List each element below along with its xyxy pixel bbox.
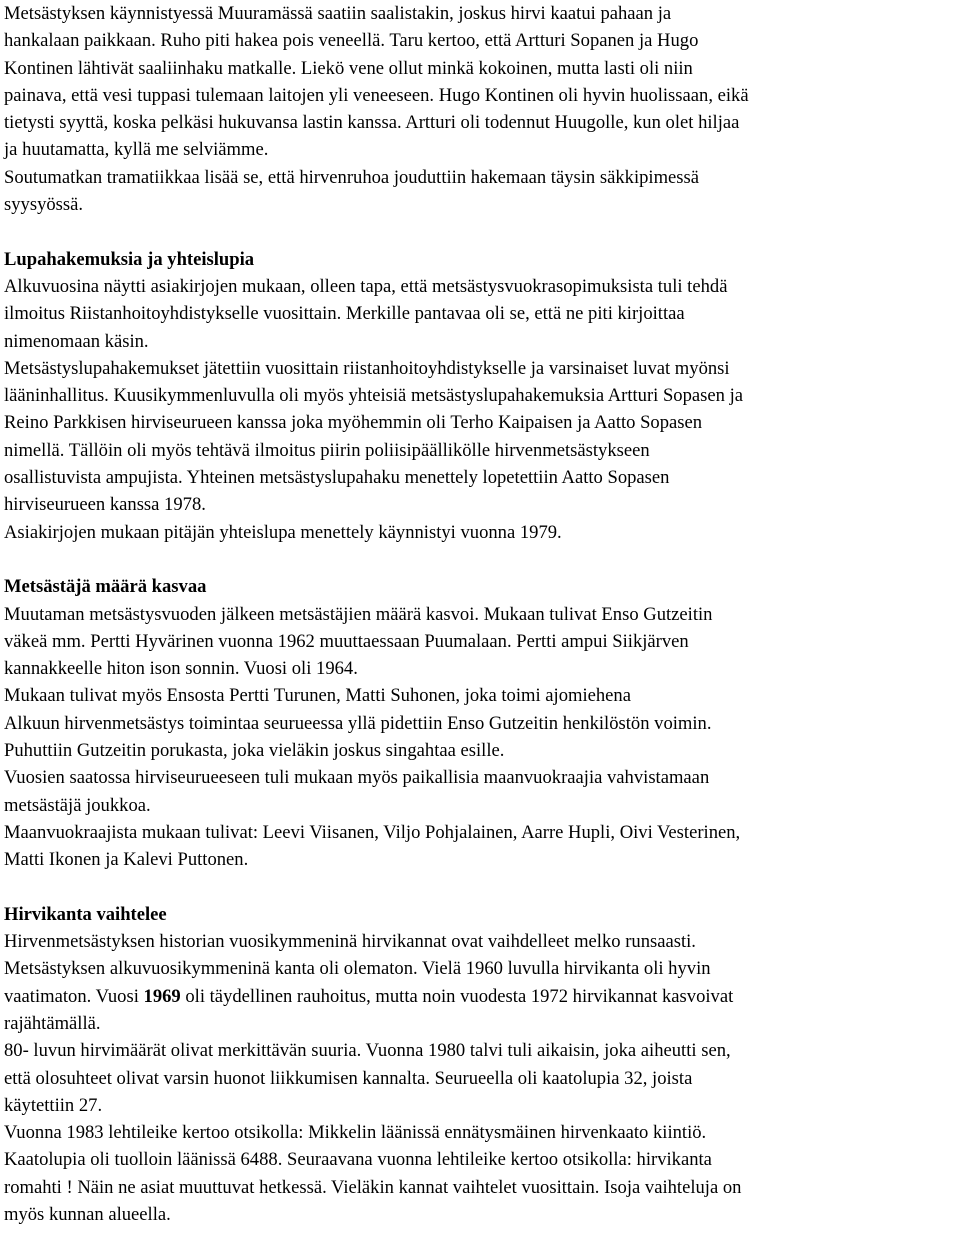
- section-heading: Metsästäjä määrä kasvaa: [4, 576, 207, 598]
- intro-section: [4, 0, 956, 218]
- intro-paragraph: Soutumatkan tramatiikkaa lisää se, että hirvenruhoa jouduttiin hakemaan täysin säkkipimessä syysyössä.: [4, 166, 700, 216]
- section-paragraph: Maanvuokraajista mukaan tulivat: Leevi Viisanen, Viljo Pohjalainen, Aarre Hupli, Oivi Vesterinen, Matti Ikonen ja Kalevi Puttonen.: [4, 821, 741, 871]
- section-paragraph: Puhuttiin Gutzeitin porukasta, joka vieläkin joskus singahtaa esille.: [4, 740, 505, 762]
- section-paragraph: Mukaan tulivat myös Ensosta Pertti Turunen, Matti Suhonen, joka toimi ajomiehena: [4, 685, 631, 707]
- intro-paragraph: Metsästyksen käynnistyessä Muuramässä saatiin saalistakin, joskus hirvi kaatui pahaan ja hankalaan paikkaan. Ruho piti hakea pois veneellä. Taru kertoo, että Artturi Sopanen ja Hugo Kontinen lähtivät saaliinhaku matkalle. Liekö vene ollut minkä kokoinen, mutta lasti oli niin painava, että vesi tuppasi tulemaan laitojen yli veneeseen. Hugo Kontinen oli hyvin huolissaan, eikä tietysti syyttä, koska pelkäsi hukuvansa lastin kanssa. Artturi oli todennut Huugolle, kun olet hiljaa ja huutamatta, kyllä me selviämme.: [4, 3, 749, 161]
- bold-year: 1969: [143, 985, 181, 1007]
- section-paragraph-with-bold-year: [4, 955, 956, 1037]
- document-page: [4, 0, 956, 1228]
- section-metsastaja-maara: [4, 573, 956, 873]
- paragraph-text: Metsästyksen alkuvuosikymmeninä kanta oli olematon. Vielä 1960 luvulla hirvikanta oli hyvin vaatimaton. Vuosi: [4, 958, 711, 1007]
- section-lupahakemuksia: [4, 246, 956, 546]
- section-paragraph: Alkuun hirvenmetsästys toimintaa seurueessa yllä pidettiin Enso Gutzeitin henkilöstön voimin.: [4, 712, 712, 734]
- section-heading: Lupahakemuksia ja yhteislupia: [4, 248, 255, 270]
- section-paragraph: Vuosien saatossa hirviseurueeseen tuli mukaan myös paikallisia maanvuokraajia vahvistamaan metsästäjä joukkoa.: [4, 767, 710, 816]
- section-paragraph: 80- luvun hirvimäärät olivat merkittävän suuria. Vuonna 1980 talvi tuli aikaisin, joka aiheutti sen, että olosuhteet olivat varsin huonot liikkumisen kannalta. Seurueella oli kaatolupia 32, joista käytettiin 27.: [4, 1040, 731, 1116]
- section-paragraph: Hirvenmetsästyksen historian vuosikymmeninä hirvikannat ovat vaihdelleet melko runsaasti.: [4, 931, 696, 953]
- section-paragraph: Alkuvuosina näytti asiakirjojen mukaan, olleen tapa, että metsästysvuokrasopimuksista tuli tehdä ilmoitus Riistanhoitoyhdistykselle vuosittain. Merkille pantavaa oli se, että ne piti kirjoittaa nimenomaan käsin.: [4, 275, 728, 352]
- section-paragraph: Muutaman metsästysvuoden jälkeen metsästäjien määrä kasvoi. Mukaan tulivat Enso Gutzeitin väkeä mm. Pertti Hyvärinen vuonna 1962 muuttaessaan Puumalaan. Pertti ampui Siikjärven kannakkeelle hiton ison sonnin. Vuosi oli 1964.: [4, 603, 713, 680]
- section-paragraph: Asiakirjojen mukaan pitäjän yhteislupa menettely käynnistyi vuonna 1979.: [4, 521, 562, 543]
- paragraph-text: oli täydellinen rauhoitus, mutta noin vuodesta 1972 hirvikannat kasvoivat rajähtämällä.: [4, 985, 734, 1034]
- section-paragraph: Metsästyslupahakemukset jätettiin vuosittain riistanhoitoyhdistykselle ja varsinaiset luvat myönsi lääninhallitus. Kuusikymmenluvulla oli myös yhteisiä metsästyslupahakemuksia Artturi Sopasen ja Reino Parkkisen hirviseurueen kanssa joka myöhemmin oli Terho Kaipaisen ja Aatto Sopasen nimellä. Tällöin oli myös tehtävä ilmoitus piirin poliisipäällikölle hirvenmetsästykseen osallistuvista ampujista. Yhteinen metsästyslupahaku menettely lopetettiin Aatto Sopasen hirviseurueen kanssa 1978.: [4, 357, 744, 516]
- section-hirvikanta: [4, 901, 956, 1229]
- section-heading: Hirvikanta vaihtelee: [4, 903, 167, 925]
- section-paragraph: Vuonna 1983 lehtileike kertoo otsikolla: Mikkelin läänissä ennätysmäinen hirvenkaato kiintiö. Kaatolupia oli tuolloin läänissä 6488. Seuraavana vuonna lehtileike kertoo otsikolla: hirvikanta romahti ! Näin ne asiat muuttuvat hetkessä. Vieläkin kannat vaihtelet vuosittain. Isoja vaihteluja on myös kunnan alueella.: [4, 1122, 742, 1226]
